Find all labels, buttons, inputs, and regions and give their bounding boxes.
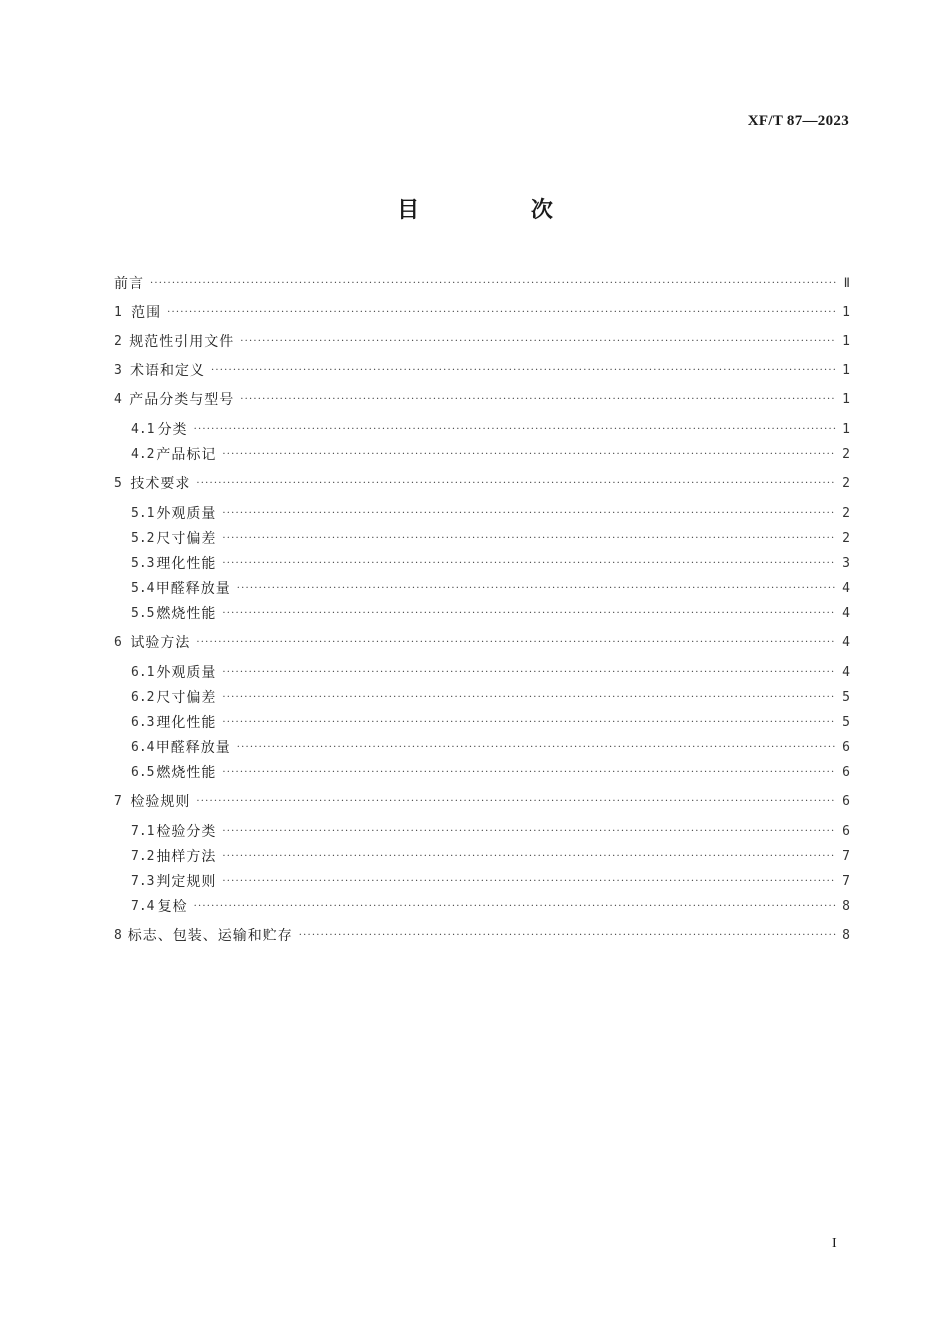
toc-entry-page: 1 bbox=[842, 392, 850, 407]
toc-entry-page: 4 bbox=[842, 665, 850, 680]
dot-leader bbox=[222, 602, 836, 626]
toc-entry-number: 6.1 bbox=[131, 665, 155, 680]
toc-entry[interactable] bbox=[114, 301, 850, 325]
toc-entry[interactable] bbox=[114, 388, 850, 412]
toc-entry[interactable] bbox=[131, 577, 850, 601]
toc-entry-label: 术语和定义 bbox=[130, 363, 205, 379]
dot-leader bbox=[222, 661, 836, 685]
toc-entry-label: 甲醛释放量 bbox=[155, 581, 231, 597]
dot-leader bbox=[167, 301, 836, 325]
toc-entry-number: 4.2 bbox=[131, 447, 155, 462]
toc-entry-page: 4 bbox=[842, 581, 850, 596]
toc-entry-page: 2 bbox=[842, 506, 850, 521]
dot-leader bbox=[222, 502, 836, 526]
toc-entry-label: 甲醛释放量 bbox=[155, 740, 231, 756]
toc-entry-label: 理化性能 bbox=[156, 556, 217, 572]
dot-leader bbox=[150, 272, 838, 296]
dot-leader bbox=[222, 845, 836, 869]
toc-entry-number: 5.1 bbox=[131, 506, 155, 521]
toc-entry[interactable] bbox=[131, 443, 850, 467]
toc-entry-number: 5.2 bbox=[131, 531, 155, 546]
toc-entry[interactable] bbox=[131, 686, 850, 710]
toc-entry-number: 6.4 bbox=[131, 740, 155, 755]
toc-entry[interactable] bbox=[131, 418, 850, 442]
toc-entry[interactable] bbox=[131, 502, 850, 526]
toc-entry-page: 6 bbox=[842, 740, 850, 755]
toc-entry-page: 2 bbox=[842, 447, 850, 462]
toc-entry-label: 燃烧性能 bbox=[156, 765, 217, 781]
toc-entry-label: 技术要求 bbox=[130, 476, 191, 492]
toc-entry-label: 分类 bbox=[157, 422, 188, 438]
dot-leader bbox=[240, 330, 836, 354]
dot-leader bbox=[222, 820, 836, 844]
toc-entry[interactable] bbox=[131, 552, 850, 576]
toc-entry[interactable] bbox=[114, 330, 850, 354]
toc-entry[interactable] bbox=[131, 661, 850, 685]
dot-leader bbox=[240, 388, 836, 412]
dot-leader bbox=[196, 790, 836, 814]
dot-leader bbox=[237, 577, 836, 601]
dot-leader bbox=[237, 736, 836, 760]
toc-entry-page: 2 bbox=[842, 531, 850, 546]
toc-entry-label: 检验分类 bbox=[156, 824, 217, 840]
toc-entry-label: 外观质量 bbox=[156, 665, 217, 681]
toc-entry-label: 试验方法 bbox=[130, 635, 191, 651]
toc-entry-number: 5.4 bbox=[131, 581, 155, 596]
toc-entry-number: 1 bbox=[114, 305, 122, 320]
toc-entry-number: 3 bbox=[114, 363, 122, 378]
dot-leader bbox=[222, 870, 836, 894]
toc-entry-number: 6.2 bbox=[131, 690, 155, 705]
toc-entry-label: 判定规则 bbox=[156, 874, 217, 890]
toc-entry-page: 1 bbox=[842, 422, 850, 437]
toc-entry[interactable] bbox=[114, 924, 850, 948]
toc-entry-label: 复检 bbox=[157, 899, 188, 915]
dot-leader bbox=[299, 924, 836, 948]
dot-leader bbox=[222, 527, 836, 551]
toc-entry-number: 7.3 bbox=[131, 874, 155, 889]
toc-entry-page: Ⅱ bbox=[843, 276, 850, 291]
dot-leader bbox=[196, 631, 836, 655]
toc-entry-page: 8 bbox=[842, 928, 850, 943]
toc-entry-label: 外观质量 bbox=[156, 506, 217, 522]
toc-entry-page: 7 bbox=[842, 874, 850, 889]
toc-entry-label: 燃烧性能 bbox=[156, 606, 217, 622]
toc-entry[interactable] bbox=[131, 845, 850, 869]
toc-entry-page: 5 bbox=[842, 690, 850, 705]
toc-entry-number: 5.3 bbox=[131, 556, 155, 571]
dot-leader bbox=[211, 359, 836, 383]
toc-entry[interactable] bbox=[114, 631, 850, 655]
dot-leader bbox=[222, 711, 836, 735]
toc-entry-page: 4 bbox=[842, 635, 850, 650]
toc-entry-number: 2 bbox=[114, 334, 122, 349]
dot-leader bbox=[222, 552, 836, 576]
dot-leader bbox=[194, 895, 837, 919]
toc-entry-page: 8 bbox=[842, 899, 850, 914]
toc-entry[interactable] bbox=[131, 870, 850, 894]
toc-entry-label: 抽样方法 bbox=[156, 849, 217, 865]
toc-entry-page: 2 bbox=[842, 476, 850, 491]
toc-entry-label: 尺寸偏差 bbox=[156, 690, 217, 706]
toc-entry-page: 3 bbox=[842, 556, 850, 571]
toc-entry-label: 规范性引用文件 bbox=[129, 334, 235, 350]
toc-entry[interactable] bbox=[114, 790, 850, 814]
toc-entry-number: 7.1 bbox=[131, 824, 155, 839]
toc-entry[interactable] bbox=[131, 820, 850, 844]
toc-entry-label: 范围 bbox=[131, 305, 162, 321]
toc-entry[interactable] bbox=[114, 359, 850, 383]
dot-leader bbox=[196, 472, 836, 496]
toc-entry[interactable] bbox=[114, 472, 850, 496]
toc-entry-number: 7.2 bbox=[131, 849, 155, 864]
toc-entry-label: 前言 bbox=[114, 276, 144, 292]
dot-leader bbox=[222, 761, 836, 785]
dot-leader bbox=[222, 443, 836, 467]
toc-entry-number: 6.3 bbox=[131, 715, 155, 730]
toc-entry-number: 8 bbox=[114, 928, 122, 943]
page-number: I bbox=[832, 1236, 837, 1251]
toc-entry[interactable] bbox=[131, 736, 850, 760]
toc-entry-page: 6 bbox=[842, 765, 850, 780]
toc-entry-page: 6 bbox=[842, 824, 850, 839]
toc-entry[interactable] bbox=[131, 711, 850, 735]
toc-entry-page: 5 bbox=[842, 715, 850, 730]
toc-entry-label: 检验规则 bbox=[130, 794, 191, 810]
toc-title: 目 次 bbox=[397, 198, 605, 223]
toc-entry-number: 4.1 bbox=[131, 422, 155, 437]
toc-entry[interactable] bbox=[114, 272, 850, 296]
document-code: XF/T 87—2023 bbox=[747, 113, 849, 129]
toc-entry-number: 6.5 bbox=[131, 765, 155, 780]
toc-entry[interactable] bbox=[131, 895, 850, 919]
toc-entry[interactable] bbox=[131, 761, 850, 785]
dot-leader bbox=[194, 418, 837, 442]
toc-entry-page: 1 bbox=[842, 305, 850, 320]
toc-entry-number: 7.4 bbox=[131, 899, 155, 914]
toc-entry-page: 6 bbox=[842, 794, 850, 809]
toc-entry-page: 1 bbox=[842, 334, 850, 349]
toc-entry-page: 7 bbox=[842, 849, 850, 864]
toc-entry-label: 产品标记 bbox=[156, 447, 217, 463]
toc-entry-number: 7 bbox=[114, 794, 122, 809]
toc-entry-number: 6 bbox=[114, 635, 122, 650]
toc-entry-page: 4 bbox=[842, 606, 850, 621]
toc-entry-label: 标志、包装、运输和贮存 bbox=[127, 928, 293, 944]
toc-entry-page: 1 bbox=[842, 363, 850, 378]
toc-entry-number: 5.5 bbox=[131, 606, 155, 621]
toc-entry-number: 5 bbox=[114, 476, 122, 491]
toc-entry[interactable] bbox=[131, 527, 850, 551]
toc-entry-label: 理化性能 bbox=[156, 715, 217, 731]
toc-entry-label: 产品分类与型号 bbox=[129, 392, 235, 408]
toc-entry[interactable] bbox=[131, 602, 850, 626]
dot-leader bbox=[222, 686, 836, 710]
toc-entry-number: 4 bbox=[114, 392, 122, 407]
toc-entry-label: 尺寸偏差 bbox=[156, 531, 217, 547]
